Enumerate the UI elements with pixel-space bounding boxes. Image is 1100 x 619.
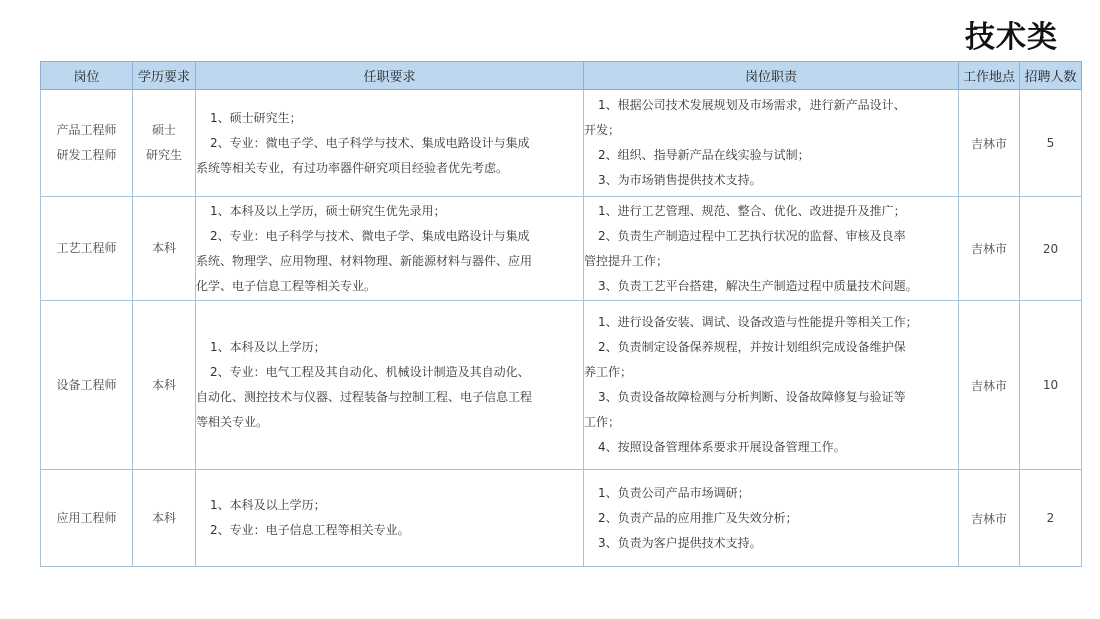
- location-cell: 吉林市: [959, 301, 1020, 470]
- duty-line: 养工作；: [584, 365, 633, 379]
- table-row: [41, 197, 1082, 301]
- requirement-line: 2、专业：微电子学、电子科学与技术、集成电路设计与集成: [210, 135, 530, 150]
- position-name: 研发工程师: [56, 148, 117, 162]
- table-row: [41, 470, 1082, 567]
- duty-line: 3、负责设备故障检测与分析判断、设备故障修复与验证等: [598, 390, 906, 404]
- position-cell: [41, 90, 133, 197]
- requirement-line: 系统、物理学、应用物理、材料物理、新能源材料与器件、应用: [196, 253, 533, 268]
- position-name: 产品工程师: [56, 123, 117, 137]
- count-cell: 5: [1020, 90, 1082, 197]
- duty-line: 4、按照设备管理体系要求开展设备管理工作。: [598, 440, 846, 454]
- count-cell: 2: [1020, 470, 1082, 567]
- header-position: 岗位: [41, 62, 133, 90]
- position-name: 设备工程师: [56, 377, 117, 392]
- duty-line: 2、负责生产制造过程中工艺执行状况的监督、审核及良率: [598, 228, 906, 243]
- education-text: 本科: [151, 377, 176, 392]
- duties-cell: [584, 301, 959, 470]
- requirements-cell: [196, 301, 584, 470]
- duty-line: 2、负责产品的应用推广及失效分析；: [598, 510, 798, 525]
- education-cell: [133, 470, 196, 567]
- education-cell: [133, 301, 196, 470]
- position-name: 工艺工程师: [56, 241, 117, 255]
- requirement-line: 1、硕士研究生；: [210, 110, 302, 125]
- duty-line: 3、负责为客户提供技术支持。: [598, 535, 762, 550]
- duty-line: 工作；: [584, 415, 621, 429]
- education-cell: [133, 90, 196, 197]
- header-row: [41, 62, 1082, 90]
- requirement-line: 2、专业：电子科学与技术、微电子学、集成电路设计与集成: [210, 228, 530, 243]
- location-cell: 吉林市: [959, 90, 1020, 197]
- duty-line: 2、负责制定设备保养规程，并按计划组织完成设备维护保: [598, 340, 906, 354]
- education-cell: [133, 197, 196, 301]
- requirements-cell: [196, 470, 584, 567]
- duty-line: 1、进行设备安装、调试、设备改造与性能提升等相关工作；: [598, 315, 918, 329]
- duty-line: 管控提升工作；: [584, 253, 669, 268]
- duty-line: 3、为市场销售提供技术支持。: [598, 173, 762, 187]
- education-text: 研究生: [145, 148, 182, 162]
- location-cell: 吉林市: [959, 470, 1020, 567]
- position-cell: [41, 301, 133, 470]
- requirement-line: 自动化、测控技术与仪器、过程装备与控制工程、电子信息工程: [196, 390, 533, 404]
- requirements-cell: [196, 197, 584, 301]
- duties-cell: [584, 197, 959, 301]
- requirement-line: 2、专业：电子信息工程等相关专业。: [210, 523, 410, 537]
- requirement-line: 1、本科及以上学历，硕士研究生优先录用；: [210, 203, 446, 218]
- header-duties: 岗位职责: [584, 62, 959, 90]
- count-cell: 10: [1020, 301, 1082, 470]
- duty-line: 1、根据公司技术发展规划及市场需求，进行新产品设计、: [598, 98, 906, 112]
- education-text: 硕士: [151, 123, 176, 137]
- education-text: 本科: [151, 510, 176, 525]
- position-cell: [41, 470, 133, 567]
- count-cell: 20: [1020, 197, 1082, 301]
- duty-line: 1、进行工艺管理、规范、整合、优化、改进提升及推广；: [598, 203, 906, 218]
- requirement-line: 2、专业：电气工程及其自动化、机械设计制造及其自动化、: [210, 365, 530, 379]
- position-cell: [41, 197, 133, 301]
- location-cell: 吉林市: [959, 197, 1020, 301]
- duty-line: 3、负责工艺平台搭建，解决生产制造过程中质量技术问题。: [598, 278, 918, 293]
- jobs-table: [40, 61, 1082, 567]
- requirement-line: 系统等相关专业，有过功率器件研究项目经验者优先考虑。: [196, 160, 509, 175]
- header-requirements: 任职要求: [196, 62, 584, 90]
- header-count: 招聘人数: [1020, 62, 1082, 90]
- page-title: 技术类: [965, 20, 1058, 55]
- header-education: 学历要求: [133, 62, 196, 90]
- requirement-line: 化学、电子信息工程等相关专业。: [196, 278, 377, 293]
- duty-line: 开发；: [584, 123, 621, 137]
- requirement-line: 1、本科及以上学历；: [210, 498, 326, 512]
- position-name: 应用工程师: [56, 510, 117, 525]
- duties-cell: [584, 470, 959, 567]
- duties-cell: [584, 90, 959, 197]
- education-text: 本科: [151, 241, 176, 255]
- table-row: [41, 301, 1082, 470]
- duty-line: 1、负责公司产品市场调研；: [598, 485, 750, 500]
- requirements-cell: [196, 90, 584, 197]
- requirement-line: 1、本科及以上学历；: [210, 340, 326, 354]
- header-location: 工作地点: [959, 62, 1020, 90]
- duty-line: 2、组织、指导新产品在线实验与试制；: [598, 148, 810, 162]
- table-row: [41, 90, 1082, 197]
- requirement-line: 等相关专业。: [196, 415, 269, 429]
